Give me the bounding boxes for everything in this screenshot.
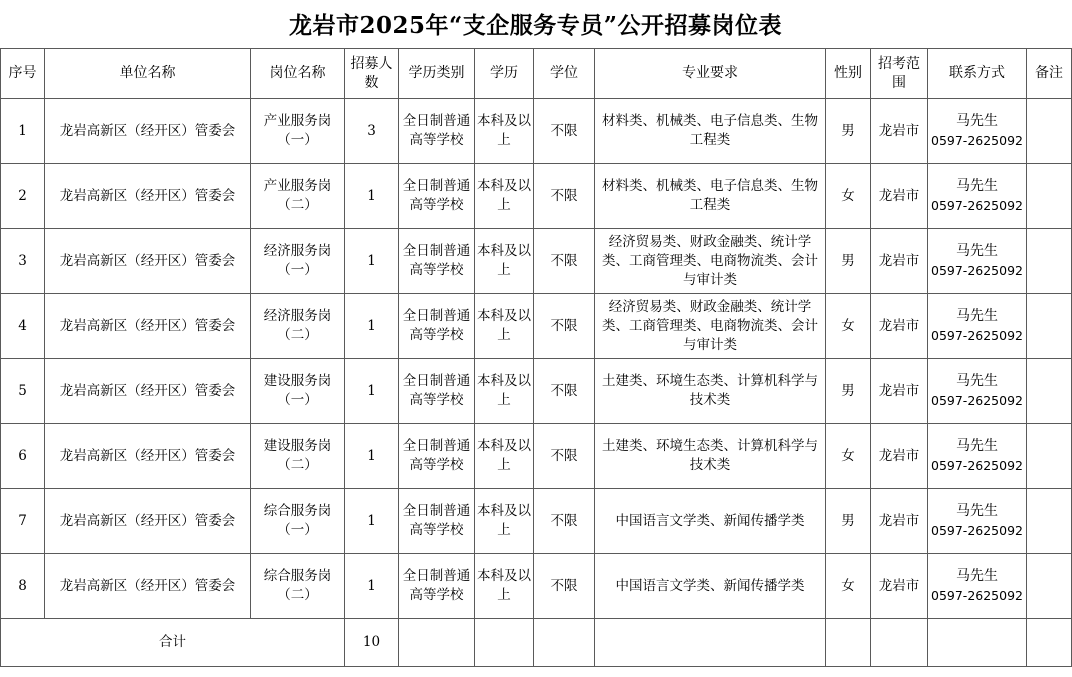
cell-unit: 龙岩高新区（经开区）管委会 — [45, 424, 251, 489]
cell-major: 经济贸易类、财政金融类、统计学类、工商管理类、电商物流类、会计与审计类 — [595, 229, 826, 294]
header-major: 专业要求 — [595, 49, 826, 99]
cell-count: 3 — [345, 99, 399, 164]
contact-name: 马先生 — [956, 178, 998, 194]
cell-contact — [928, 424, 1027, 489]
contact-phone: 0597-2625092 — [931, 133, 1023, 148]
cell-edu: 本科及以上 — [475, 424, 534, 489]
cell-edu-type: 全日制普通高等学校 — [399, 489, 475, 554]
cell-scope: 龙岩市 — [871, 229, 928, 294]
total-empty-cell — [475, 619, 534, 667]
cell-degree: 不限 — [534, 229, 595, 294]
header-note: 备注 — [1027, 49, 1072, 99]
contact-phone: 0597-2625092 — [931, 523, 1023, 538]
cell-scope: 龙岩市 — [871, 554, 928, 619]
cell-count: 1 — [345, 164, 399, 229]
table-row — [1, 164, 1072, 229]
total-empty-cell — [1027, 619, 1072, 667]
table-row — [1, 359, 1072, 424]
contact-phone: 0597-2625092 — [931, 393, 1023, 408]
contact-name: 马先生 — [956, 438, 998, 454]
cell-unit: 龙岩高新区（经开区）管委会 — [45, 359, 251, 424]
cell-seq: 8 — [1, 554, 45, 619]
cell-post: 综合服务岗（二） — [251, 554, 345, 619]
cell-degree: 不限 — [534, 489, 595, 554]
cell-post: 产业服务岗（一） — [251, 99, 345, 164]
cell-gender: 女 — [826, 294, 871, 359]
cell-seq: 2 — [1, 164, 45, 229]
cell-edu: 本科及以上 — [475, 294, 534, 359]
total-empty-cell — [826, 619, 871, 667]
cell-contact — [928, 164, 1027, 229]
cell-gender: 男 — [826, 99, 871, 164]
cell-scope: 龙岩市 — [871, 424, 928, 489]
cell-gender: 女 — [826, 554, 871, 619]
header-contact: 联系方式 — [928, 49, 1027, 99]
cell-scope: 龙岩市 — [871, 294, 928, 359]
table-row — [1, 99, 1072, 164]
contact-phone: 0597-2625092 — [931, 588, 1023, 603]
cell-gender: 女 — [826, 164, 871, 229]
contact-name: 马先生 — [956, 243, 998, 259]
cell-note — [1027, 489, 1072, 554]
cell-count: 1 — [345, 229, 399, 294]
cell-seq: 1 — [1, 99, 45, 164]
cell-count: 1 — [345, 489, 399, 554]
contact-phone: 0597-2625092 — [931, 198, 1023, 213]
cell-unit: 龙岩高新区（经开区）管委会 — [45, 164, 251, 229]
cell-seq: 3 — [1, 229, 45, 294]
cell-unit: 龙岩高新区（经开区）管委会 — [45, 294, 251, 359]
cell-edu: 本科及以上 — [475, 489, 534, 554]
cell-edu-type: 全日制普通高等学校 — [399, 554, 475, 619]
table-row — [1, 554, 1072, 619]
cell-edu: 本科及以上 — [475, 359, 534, 424]
header-unit: 单位名称 — [45, 49, 251, 99]
cell-seq: 6 — [1, 424, 45, 489]
header-post: 岗位名称 — [251, 49, 345, 99]
cell-unit: 龙岩高新区（经开区）管委会 — [45, 229, 251, 294]
cell-major: 土建类、环境生态类、计算机科学与技术类 — [595, 359, 826, 424]
cell-major: 材料类、机械类、电子信息类、生物工程类 — [595, 99, 826, 164]
contact-name: 马先生 — [956, 308, 998, 324]
cell-degree: 不限 — [534, 424, 595, 489]
cell-scope: 龙岩市 — [871, 164, 928, 229]
total-count: 10 — [345, 619, 399, 667]
cell-note — [1027, 294, 1072, 359]
contact-name: 马先生 — [956, 373, 998, 389]
cell-gender: 女 — [826, 424, 871, 489]
cell-major: 材料类、机械类、电子信息类、生物工程类 — [595, 164, 826, 229]
cell-contact — [928, 294, 1027, 359]
cell-post: 产业服务岗（二） — [251, 164, 345, 229]
cell-edu: 本科及以上 — [475, 164, 534, 229]
cell-post: 建设服务岗（二） — [251, 424, 345, 489]
cell-contact — [928, 359, 1027, 424]
contact-phone: 0597-2625092 — [931, 263, 1023, 278]
header-count: 招募人数 — [345, 49, 399, 99]
cell-unit: 龙岩高新区（经开区）管委会 — [45, 554, 251, 619]
cell-post: 经济服务岗（一） — [251, 229, 345, 294]
cell-note — [1027, 359, 1072, 424]
total-row — [1, 619, 1072, 667]
cell-major: 中国语言文学类、新闻传播学类 — [595, 554, 826, 619]
cell-gender: 男 — [826, 489, 871, 554]
cell-post: 综合服务岗（一） — [251, 489, 345, 554]
total-empty-cell — [399, 619, 475, 667]
cell-count: 1 — [345, 424, 399, 489]
header-edu-type: 学历类别 — [399, 49, 475, 99]
cell-unit: 龙岩高新区（经开区）管委会 — [45, 489, 251, 554]
cell-contact — [928, 489, 1027, 554]
cell-edu: 本科及以上 — [475, 554, 534, 619]
cell-note — [1027, 164, 1072, 229]
cell-note — [1027, 424, 1072, 489]
header-seq: 序号 — [1, 49, 45, 99]
total-empty-cell — [595, 619, 826, 667]
total-empty-cell — [534, 619, 595, 667]
cell-scope: 龙岩市 — [871, 99, 928, 164]
cell-degree: 不限 — [534, 99, 595, 164]
cell-contact — [928, 99, 1027, 164]
cell-edu: 本科及以上 — [475, 229, 534, 294]
contact-phone: 0597-2625092 — [931, 458, 1023, 473]
header-scope: 招考范围 — [871, 49, 928, 99]
cell-scope: 龙岩市 — [871, 489, 928, 554]
cell-degree: 不限 — [534, 554, 595, 619]
cell-edu-type: 全日制普通高等学校 — [399, 424, 475, 489]
cell-scope: 龙岩市 — [871, 359, 928, 424]
cell-count: 1 — [345, 359, 399, 424]
table-row — [1, 229, 1072, 294]
table-row — [1, 424, 1072, 489]
positions-table — [0, 48, 1072, 667]
contact-name: 马先生 — [956, 113, 998, 129]
cell-post: 经济服务岗（二） — [251, 294, 345, 359]
cell-degree: 不限 — [534, 164, 595, 229]
cell-count: 1 — [345, 554, 399, 619]
cell-seq: 5 — [1, 359, 45, 424]
cell-unit: 龙岩高新区（经开区）管委会 — [45, 99, 251, 164]
cell-post: 建设服务岗（一） — [251, 359, 345, 424]
cell-note — [1027, 229, 1072, 294]
cell-seq: 7 — [1, 489, 45, 554]
cell-major: 中国语言文学类、新闻传播学类 — [595, 489, 826, 554]
cell-seq: 4 — [1, 294, 45, 359]
cell-note — [1027, 554, 1072, 619]
header-edu: 学历 — [475, 49, 534, 99]
cell-edu-type: 全日制普通高等学校 — [399, 99, 475, 164]
cell-gender: 男 — [826, 359, 871, 424]
cell-edu: 本科及以上 — [475, 99, 534, 164]
contact-phone: 0597-2625092 — [931, 328, 1023, 343]
cell-major: 经济贸易类、财政金融类、统计学类、工商管理类、电商物流类、会计与审计类 — [595, 294, 826, 359]
total-label: 合计 — [1, 619, 345, 667]
cell-edu-type: 全日制普通高等学校 — [399, 164, 475, 229]
contact-name: 马先生 — [956, 503, 998, 519]
table-row — [1, 489, 1072, 554]
page-title: 龙岩市2025年“支企服务专员”公开招募岗位表 — [289, 12, 782, 39]
table-row — [1, 294, 1072, 359]
header-row — [1, 49, 1072, 99]
cell-contact — [928, 554, 1027, 619]
contact-name: 马先生 — [956, 568, 998, 584]
total-empty-cell — [928, 619, 1027, 667]
cell-degree: 不限 — [534, 359, 595, 424]
cell-gender: 男 — [826, 229, 871, 294]
header-gender: 性别 — [826, 49, 871, 99]
cell-edu-type: 全日制普通高等学校 — [399, 359, 475, 424]
cell-contact — [928, 229, 1027, 294]
cell-edu-type: 全日制普通高等学校 — [399, 229, 475, 294]
cell-edu-type: 全日制普通高等学校 — [399, 294, 475, 359]
header-degree: 学位 — [534, 49, 595, 99]
total-empty-cell — [871, 619, 928, 667]
cell-count: 1 — [345, 294, 399, 359]
cell-degree: 不限 — [534, 294, 595, 359]
cell-note — [1027, 99, 1072, 164]
cell-major: 土建类、环境生态类、计算机科学与技术类 — [595, 424, 826, 489]
